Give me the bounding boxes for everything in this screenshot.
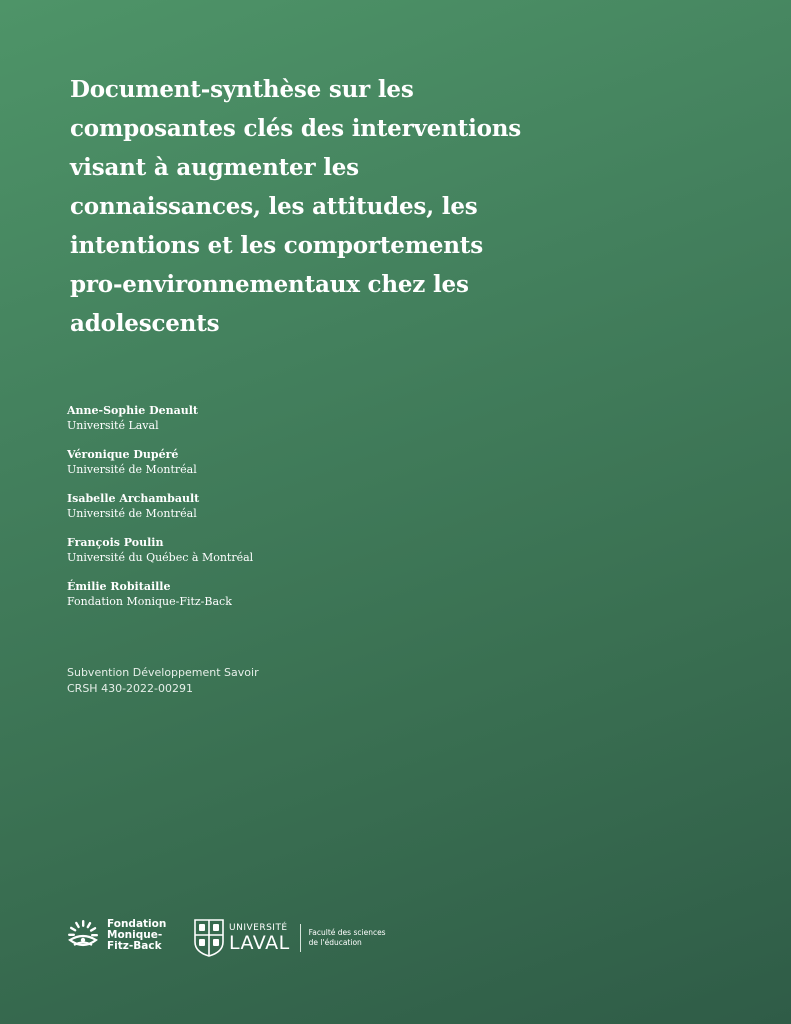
author-entry xyxy=(67,535,467,565)
fondation-line: Fondation xyxy=(107,917,167,930)
universite-laval-logo xyxy=(193,918,386,958)
author-name: Isabelle Archambault xyxy=(67,492,200,505)
author-entry xyxy=(67,403,467,433)
author-entry xyxy=(67,447,467,477)
author-name: Émilie Robitaille xyxy=(67,580,171,593)
author-affiliation: Université Laval xyxy=(67,419,159,432)
fondation-line: Monique- xyxy=(107,928,163,941)
title-line: adolescents xyxy=(70,310,220,337)
author-entry xyxy=(67,579,467,609)
author-affiliation: Fondation Monique-Fitz-Back xyxy=(67,595,232,608)
title-line: connaissances, les attitudes, les xyxy=(70,193,478,220)
fondation-logo xyxy=(66,918,166,952)
universite-wordmark xyxy=(229,923,290,953)
title-line: visant à augmenter les xyxy=(70,154,359,181)
faculte-line: de l'éducation xyxy=(308,938,362,947)
faculte-label xyxy=(309,928,386,948)
grant-number: CRSH 430-2022-00291 xyxy=(67,682,193,695)
logo-divider xyxy=(300,924,301,952)
universite-label: UNIVERSITÉ xyxy=(229,923,288,933)
author-name: François Poulin xyxy=(67,536,164,549)
partner-logos xyxy=(66,918,406,962)
title-line: Document-synthèse sur les xyxy=(70,76,414,103)
document-title xyxy=(70,70,590,343)
author-affiliation: Université de Montréal xyxy=(67,507,197,520)
faculte-line: Faculté des sciences xyxy=(308,928,386,937)
author-entry xyxy=(67,491,467,521)
fondation-line: Fitz-Back xyxy=(107,939,162,952)
laval-label: LAVAL xyxy=(229,932,290,954)
title-line: intentions et les comportements xyxy=(70,232,483,259)
crest-icon xyxy=(193,918,225,958)
grant-info xyxy=(67,665,259,697)
author-list xyxy=(67,403,467,623)
author-affiliation: Université du Québec à Montréal xyxy=(67,551,254,564)
title-line: pro-environnementaux chez les xyxy=(70,271,469,298)
author-name: Anne-Sophie Denault xyxy=(67,404,198,417)
author-affiliation: Université de Montréal xyxy=(67,463,197,476)
grant-program: Subvention Développement Savoir xyxy=(67,666,259,679)
fondation-wordmark xyxy=(107,919,166,952)
sun-leaf-icon xyxy=(66,918,100,952)
author-name: Véronique Dupéré xyxy=(67,448,179,461)
title-line: composantes clés des interventions xyxy=(70,115,522,142)
